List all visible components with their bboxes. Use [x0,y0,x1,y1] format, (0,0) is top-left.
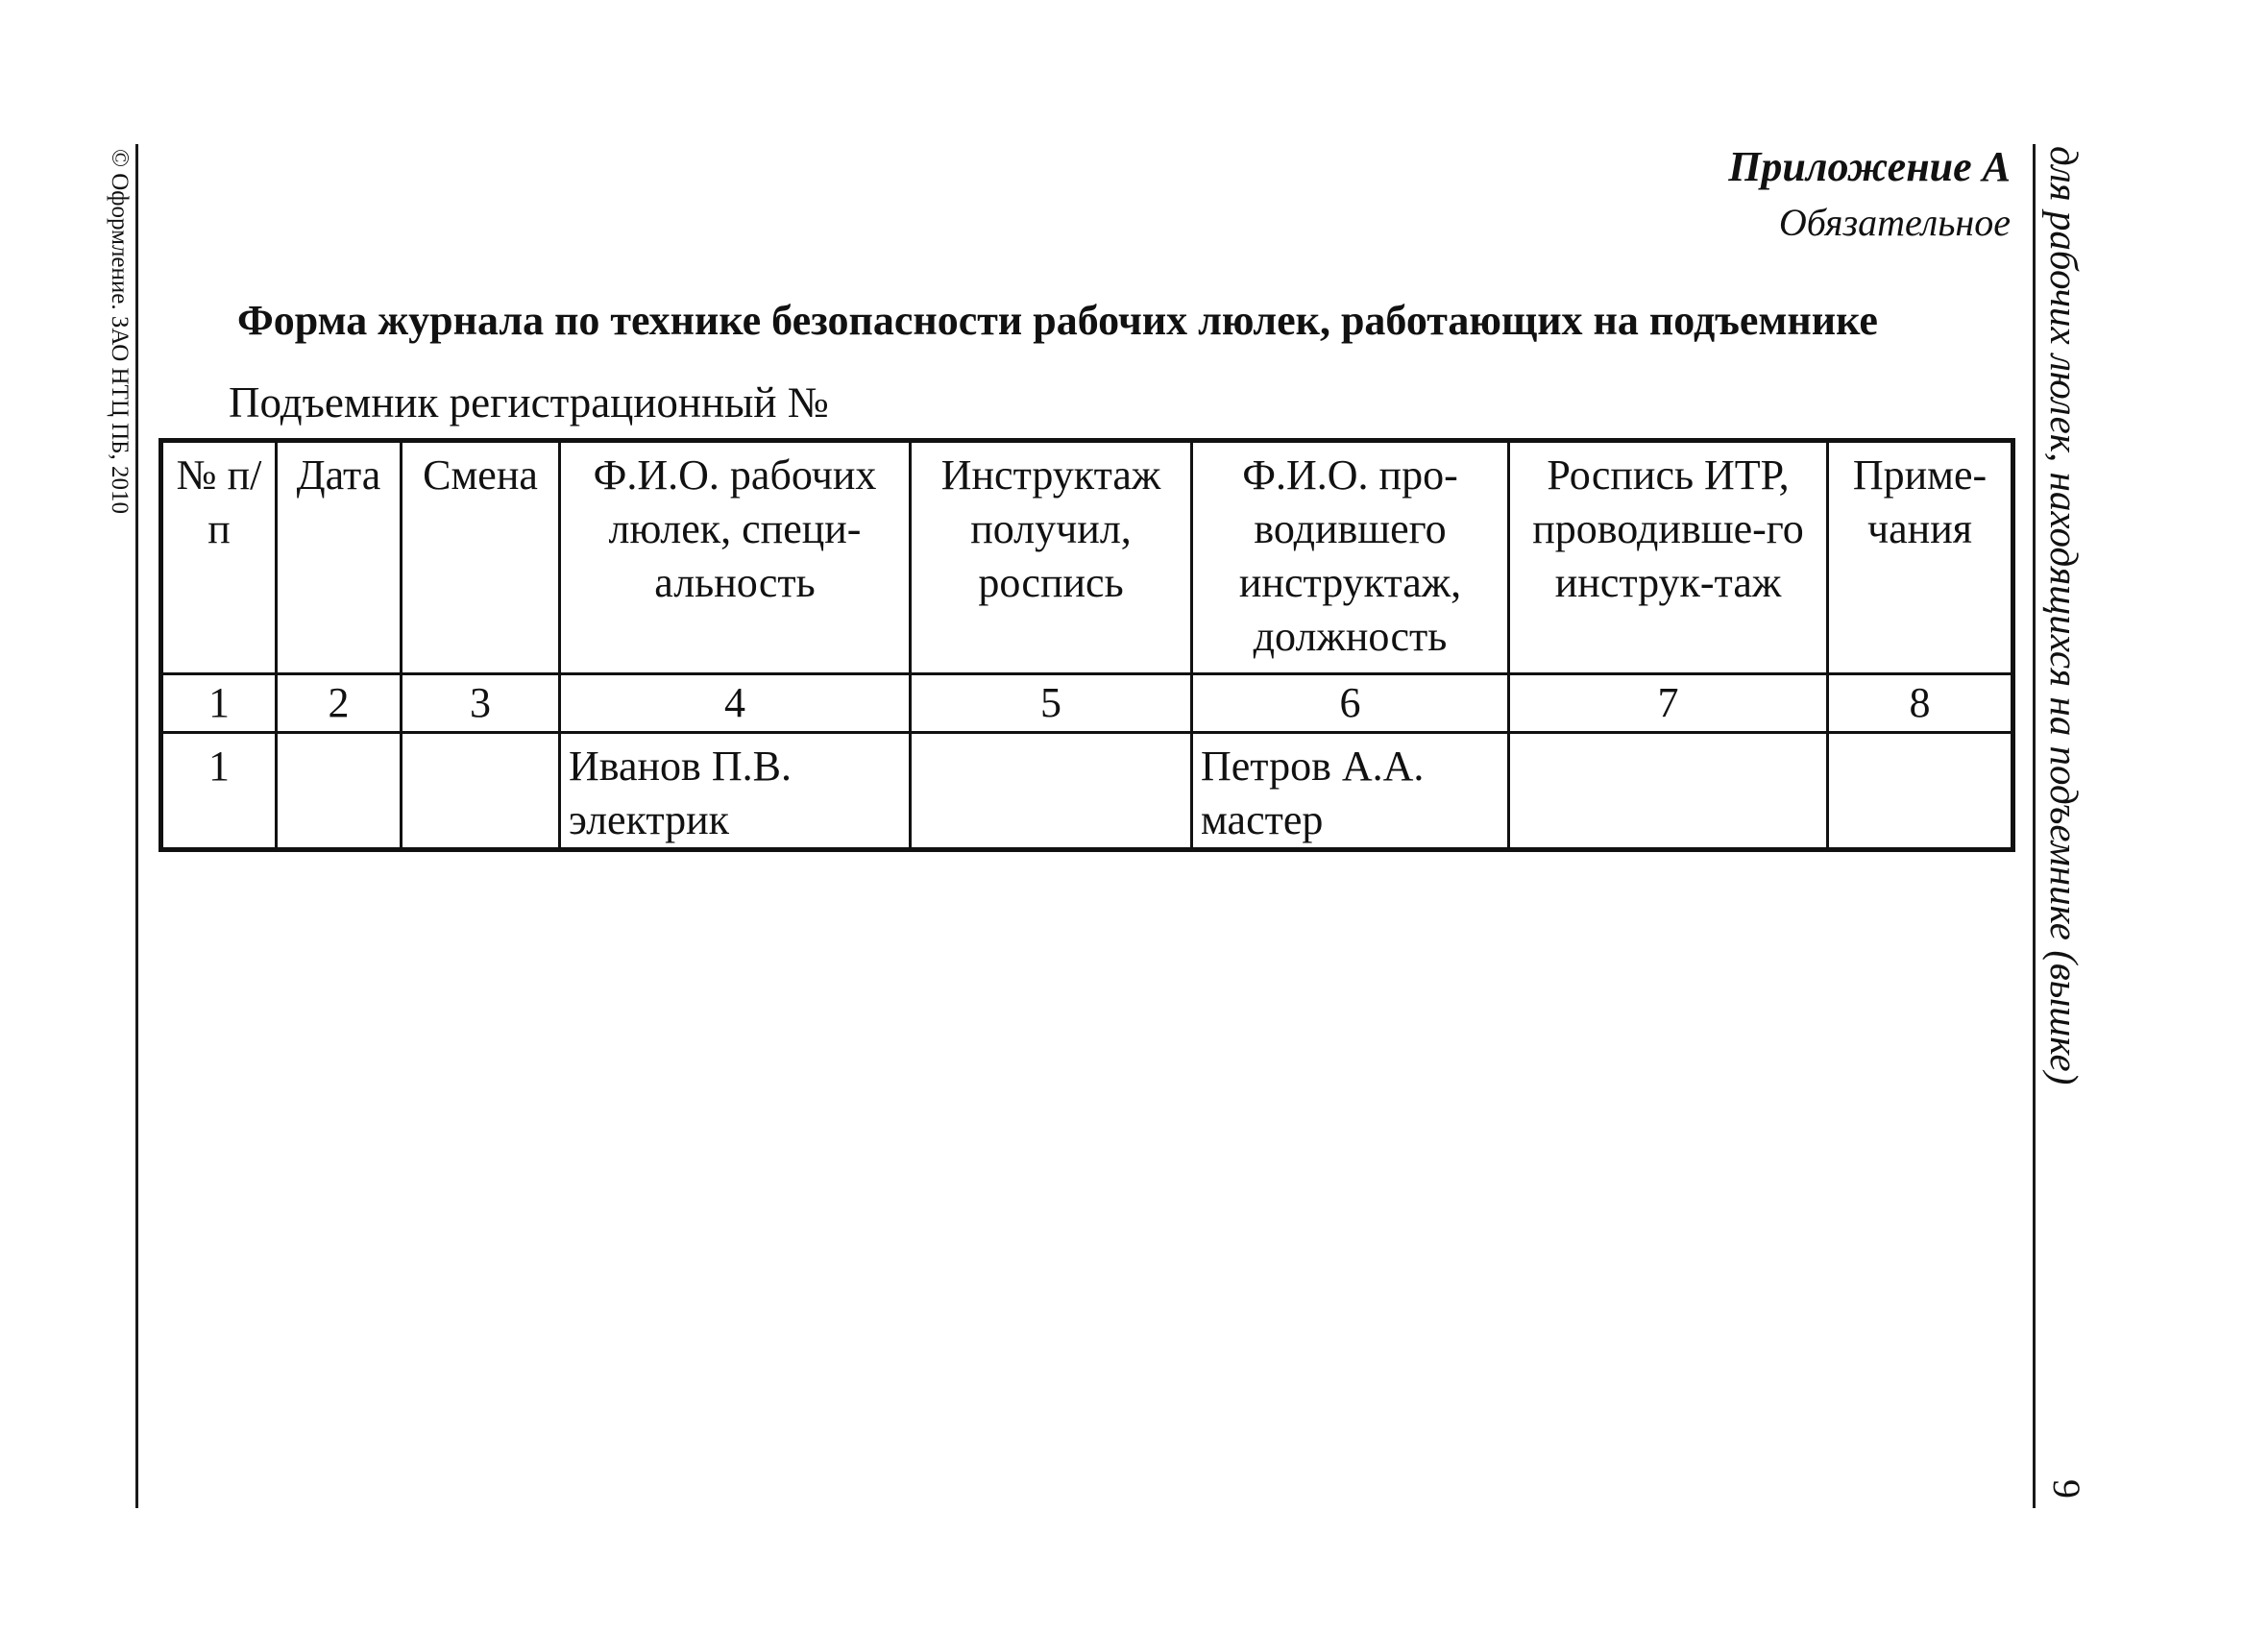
header-cell-worker: Ф.И.О. рабочих люлек, специ-альность [560,441,911,674]
column-number: 4 [560,674,911,733]
row-date-cell [277,733,402,850]
column-number: 1 [161,674,277,733]
column-number-row [161,674,2013,733]
header-cell-notes: Приме-чания [1828,441,2013,674]
row-instructor-cell [1192,733,1509,850]
right-margin-line [2033,144,2036,1508]
worker-name: Иванов П.В. [569,743,792,790]
header-cell-itr-signature: Роспись ИТР, проводивше-го инструк-таж [1509,441,1828,674]
page-number: 9 [2045,1479,2088,1499]
row-num-cell: 1 [161,733,277,850]
row-notes-cell [1828,733,2013,850]
left-margin-line [135,144,138,1508]
column-number: 7 [1509,674,1828,733]
column-number: 5 [911,674,1192,733]
running-title-sidebar: для рабочих люлек, находящихся на подъемнике (вышке) [2042,146,2086,1085]
registration-label: Подъемник регистрационный № [229,378,829,427]
appendix-subtitle: Обязательное [1778,201,2011,244]
column-number: 2 [277,674,402,733]
header-cell-shift: Смена [402,441,560,674]
row-briefing-cell [911,733,1192,850]
appendix-title: Приложение А [1728,143,2011,190]
table-row [161,733,2013,850]
row-itr-signature-cell [1509,733,1828,850]
copyright-sidebar: © Оформление. ЗАО НТЦ ПБ, 2010 [107,149,133,515]
header-cell-instructor: Ф.И.О. про-водившего инструктаж, должность [1192,441,1509,674]
worker-specialty: электрик [569,796,730,843]
journal-table [159,438,2015,852]
row-shift-cell [402,733,560,850]
form-title: Форма журнала по технике безопасности рабочих люлек, работающих на подъемнике [237,297,1878,344]
header-cell-num: № п/п [161,441,277,674]
table-header-row [161,441,2013,674]
instructor-name: Петров А.А. [1201,743,1425,790]
row-worker-cell [560,733,911,850]
column-number: 3 [402,674,560,733]
column-number: 6 [1192,674,1509,733]
column-number: 8 [1828,674,2013,733]
header-cell-date: Дата [277,441,402,674]
header-cell-briefing: Инструктаж получил, роспись [911,441,1192,674]
instructor-position: мастер [1201,796,1324,843]
